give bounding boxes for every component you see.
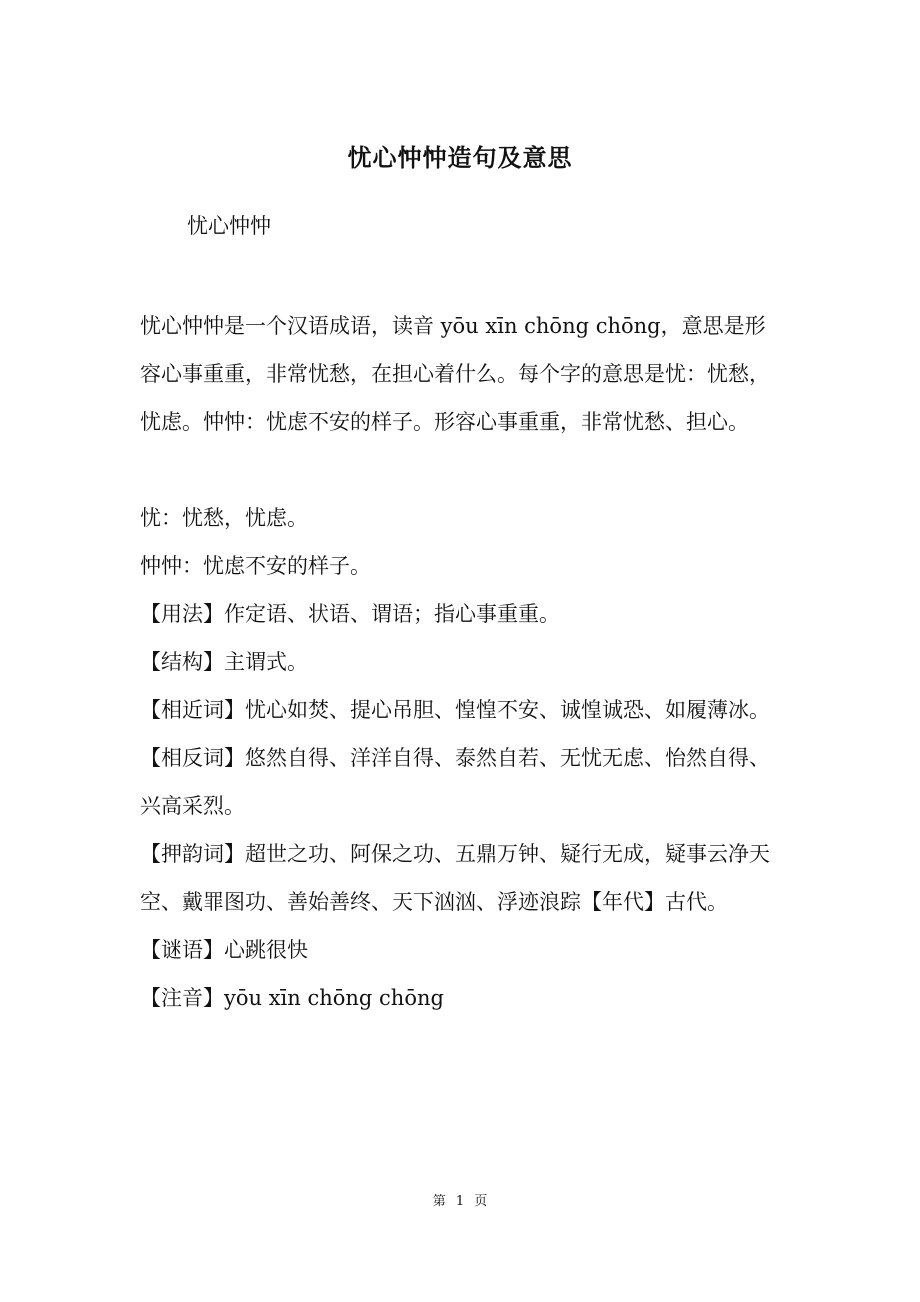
footer-prefix: 第: [432, 1194, 446, 1209]
riddle-line: 【谜语】心跳很快: [140, 938, 308, 962]
document-body: [140, 302, 780, 1022]
intro-paragraph: 忧心忡忡是一个汉语成语，读音 yōu xīn chōng chōng，意思是形容心事重重，非常忧愁，在担心着什么。每个字的意思是忧：忧愁，忧虑。忡忡：忧虑不安的样子。形容心事重重，非常忧愁、担心。: [140, 314, 770, 434]
document-subtitle: 忧心忡忡: [187, 214, 271, 238]
definition-you: 忧：忧愁，忧虑。: [140, 506, 308, 530]
definition-chongchong: 忡忡：忧虑不安的样子。: [140, 554, 371, 578]
document-title: 忧心忡忡造句及意思: [347, 143, 573, 172]
footer-suffix: 页: [474, 1194, 488, 1209]
page-number: 1: [455, 1194, 465, 1209]
usage-line: 【用法】作定语、状语、谓语；指心事重重。: [140, 602, 560, 626]
page-footer: [0, 1190, 920, 1209]
structure-line: 【结构】主谓式。: [140, 650, 308, 674]
pronunciation-line: 【注音】yōu xīn chōng chōng: [140, 986, 444, 1010]
synonyms-line: 【相近词】忧心如焚、提心吊胆、惶惶不安、诚惶诚恐、如履薄冰。: [140, 698, 770, 722]
antonyms-line: 【相反词】悠然自得、洋洋自得、泰然自若、无忧无虑、怡然自得、兴高采烈。: [140, 746, 770, 818]
rhyme-words-line: 【押韵词】超世之功、阿保之功、五鼎万钟、疑行无成，疑事云净天空、戴罪图功、善始善终、天下汹汹、浮迹浪踪【年代】古代。: [140, 842, 770, 914]
